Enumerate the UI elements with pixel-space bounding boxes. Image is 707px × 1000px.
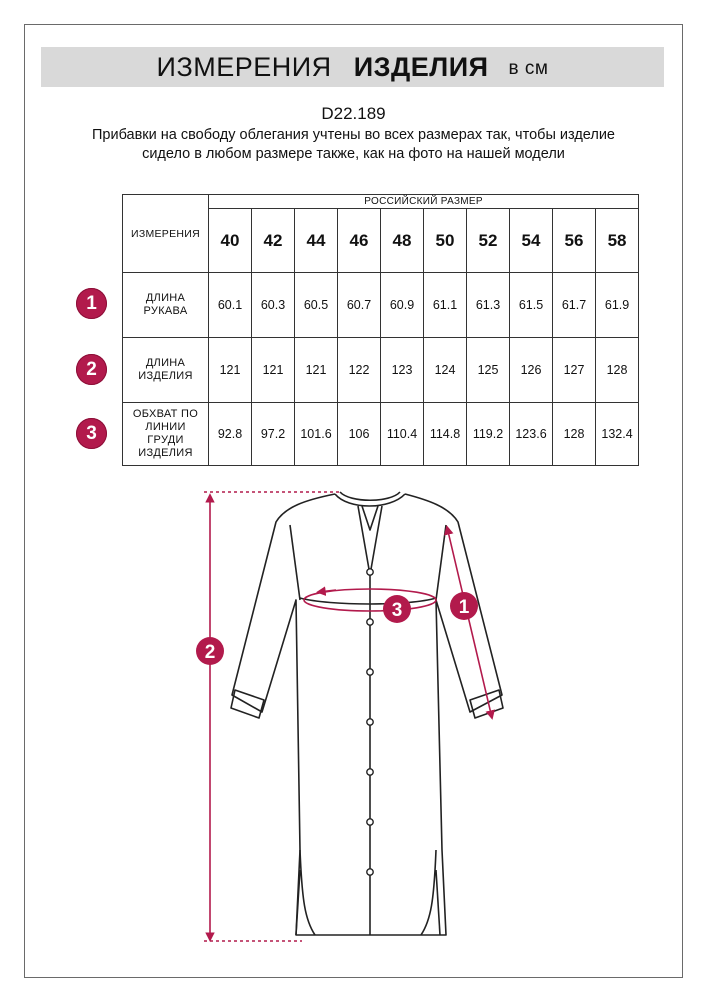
- table-cell: 60.7: [338, 273, 381, 338]
- table-cell: 124: [424, 338, 467, 403]
- table-cell: 60.5: [295, 273, 338, 338]
- table-cell: 132.4: [596, 403, 639, 466]
- table-cell: 106: [338, 403, 381, 466]
- table-cell: 125: [467, 338, 510, 403]
- table-cell: 60.3: [252, 273, 295, 338]
- table-cell: 60.9: [381, 273, 424, 338]
- table-cell: 114.8: [424, 403, 467, 466]
- size-header: 48: [381, 209, 424, 273]
- size-header: 40: [209, 209, 252, 273]
- size-system-label: РОССИЙСКИЙ РАЗМЕР: [209, 195, 639, 209]
- marker-girth: 3: [391, 600, 403, 621]
- table-cell: 61.1: [424, 273, 467, 338]
- title-measurements: ИЗМЕРЕНИЯ: [156, 51, 332, 82]
- sleeve-measure-icon: [447, 527, 492, 718]
- table-cell: 123: [381, 338, 424, 403]
- size-header: 54: [510, 209, 553, 273]
- size-header: 56: [553, 209, 596, 273]
- table-cell: 61.5: [510, 273, 553, 338]
- row-number-badge: 3: [76, 418, 107, 449]
- length-measure-icon: [204, 492, 342, 941]
- table-cell: 119.2: [467, 403, 510, 466]
- table-cell: 127: [553, 338, 596, 403]
- table-cell: 121: [295, 338, 338, 403]
- page-title: [41, 47, 664, 87]
- table-cell: 121: [209, 338, 252, 403]
- table-cell: 101.6: [295, 403, 338, 466]
- size-header: 42: [252, 209, 295, 273]
- table-cell: 122: [338, 338, 381, 403]
- size-header: 58: [596, 209, 639, 273]
- measurements-header: ИЗМЕРЕНИЯ: [123, 195, 209, 273]
- row-label: ДЛИНА РУКАВА: [123, 273, 209, 338]
- table-cell: 61.7: [553, 273, 596, 338]
- size-table: [122, 194, 639, 466]
- table-cell: 128: [596, 338, 639, 403]
- row-label: ОБХВАТ ПО ЛИНИИ ГРУДИ ИЗДЕЛИЯ: [123, 403, 209, 466]
- row-number-badge: 1: [76, 288, 107, 319]
- title-garment: ИЗДЕЛИЯ: [353, 51, 489, 82]
- article-number: D22.189: [321, 104, 386, 123]
- marker-sleeve: 1: [458, 597, 470, 618]
- table-cell: 123.6: [510, 403, 553, 466]
- row-number-badge: 2: [76, 354, 107, 385]
- table-cell: 61.3: [467, 273, 510, 338]
- size-header: 46: [338, 209, 381, 273]
- title-unit: в см: [508, 58, 549, 79]
- size-header: 52: [467, 209, 510, 273]
- row-label: ДЛИНА ИЗДЕЛИЯ: [123, 338, 209, 403]
- table-row-sleeve-length: [123, 273, 639, 338]
- table-cell: 61.9: [596, 273, 639, 338]
- size-header: 44: [295, 209, 338, 273]
- table-cell: 60.1: [209, 273, 252, 338]
- shirt-dress-outline: [231, 492, 503, 935]
- size-header: 50: [424, 209, 467, 273]
- garment-diagram: [0, 480, 707, 960]
- table-cell: 97.2: [252, 403, 295, 466]
- table-cell: 110.4: [381, 403, 424, 466]
- table-cell: 128: [553, 403, 596, 466]
- table-row-garment-length: [123, 338, 639, 403]
- fit-note: Прибавки на свободу облегания учтены во всех размерах так, чтобы изделие сидело в любом размере также, как на фото на нашей модели: [91, 127, 615, 162]
- table-cell: 92.8: [209, 403, 252, 466]
- table-cell: 121: [252, 338, 295, 403]
- table-row-chest-girth: [123, 403, 639, 466]
- marker-length: 2: [204, 642, 216, 663]
- table-cell: 126: [510, 338, 553, 403]
